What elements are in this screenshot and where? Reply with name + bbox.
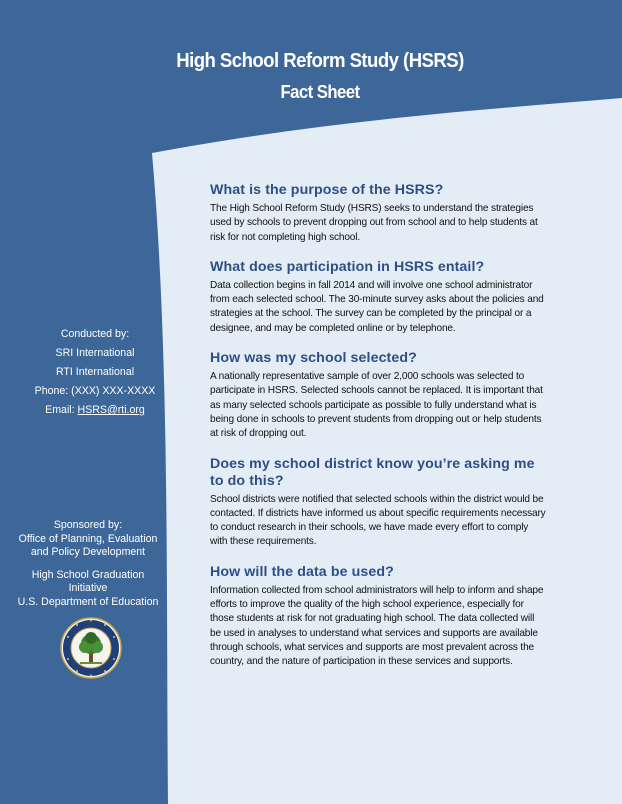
section-purpose (210, 182, 546, 245)
email-link[interactable]: HSRS@rti.org (77, 404, 145, 416)
section-heading: How will the data be used? (210, 563, 394, 580)
sponsor-office-line2: and Policy Development (30, 546, 146, 558)
section-body: The High School Reform Study (HSRS) seeks to understand the strategies used by schools to prevent dropping out from school and to help students at risk for not completing high school. (210, 203, 538, 243)
header (150, 50, 490, 103)
conducted-by-block (5, 325, 185, 420)
sponsor-office-line1: Office of Planning, Evaluation (18, 532, 158, 545)
sponsor-initiative-line1: High School Graduation (31, 568, 145, 581)
section-selection (210, 350, 546, 441)
main-content (210, 182, 546, 684)
sponsored-by-block (0, 519, 176, 609)
section-heading: What does participation in HSRS entail? (210, 258, 485, 275)
contact-email-line (5, 401, 185, 420)
section-data-use (210, 564, 546, 670)
sponsor-department: U.S. Department of Education (17, 595, 159, 608)
section-body: A nationally representative sample of over 2,000 schools was selected to participate in HSRS. Selected schools cannot be replaced. It is important that as many selected schools participate as possible to fully understand what is being done in schools to prevent students from dropping out or help students at risk of dropping out. (210, 371, 543, 440)
section-participation (210, 259, 546, 336)
conducted-org-rti: RTI International (55, 366, 135, 378)
email-prefix: Email: (45, 404, 78, 416)
section-body: School districts were notified that selected schools within the district would be contacted. If districts have informed us about specific requirements necessary to conduct research in their schools, we have made every effort to comply with these requirements. (210, 493, 546, 548)
section-body: Data collection begins in fall 2014 and will involve one school administrator from each selected school. The 30-minute survey asks about the policies and strategies at the school. The survey can be completed by the principal or a designee, and may be completed online or by telephone. (210, 279, 544, 334)
section-heading: Does my school district know you’re asking me to do this? (210, 455, 535, 489)
conducted-org-sri: SRI International (55, 347, 135, 359)
section-heading: What is the purpose of the HSRS? (210, 182, 444, 198)
page-subtitle: Fact Sheet (280, 82, 360, 102)
conducted-label: Conducted by: (60, 328, 130, 340)
sponsor-initiative-line2: Initiative (68, 582, 108, 594)
section-heading: How was my school selected? (210, 350, 417, 367)
page-title: High School Reform Study (HSRS) (176, 50, 464, 72)
section-district (210, 456, 546, 550)
department-of-education-seal-icon (60, 617, 122, 679)
section-body: Information collected from school administrators will help to inform and shape efforts to improve the quality of the high school experience, especially for those students at risk for not graduating high school. The data collected will be used in analyses to understand what services and supports are available through schools, what services and supports are most prevalent across the country, and the nature of participation in these services and supports. (210, 584, 544, 668)
contact-phone: Phone: (XXX) XXX-XXXX (34, 385, 156, 397)
sponsored-label: Sponsored by: (53, 519, 123, 531)
